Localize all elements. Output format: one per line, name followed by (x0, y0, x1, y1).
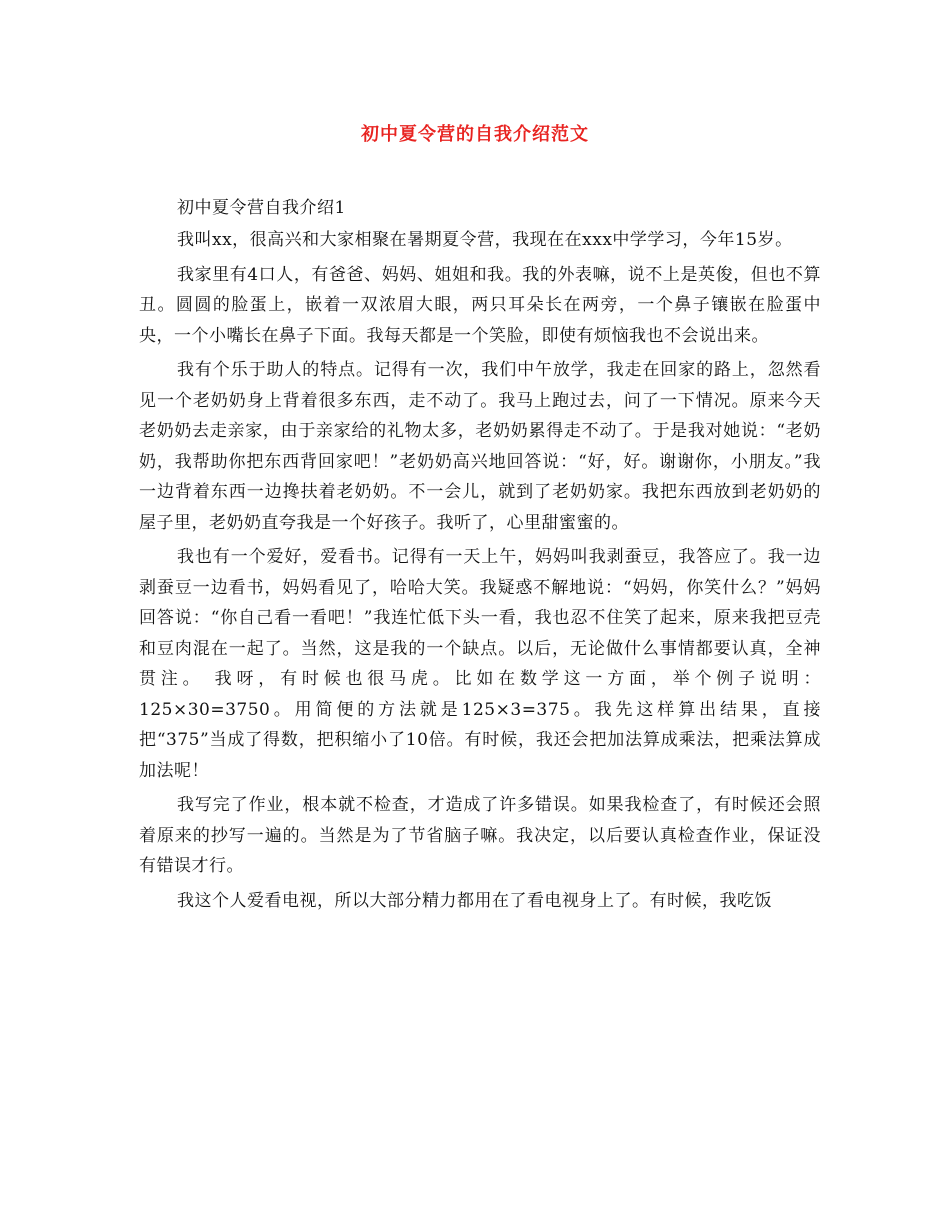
paragraph-family: 我家里有4口人，有爸爸、妈妈、姐姐和我。我的外表嘛，说不上是英俊，但也不算丑。圆圆的脸蛋上，嵌着一双浓眉大眼，两只耳朵长在两旁，一个鼻子镶嵌在脸蛋中央，一个小嘴长在鼻子下面。我每天都是一个笑脸，即使有烦恼我也不会说出来。 (139, 264, 821, 346)
paragraph-hobby: 我也有一个爱好，爱看书。记得有一天上午，妈妈叫我剥蚕豆，我答应了。我一边剥蚕豆一边看书，妈妈看见了，哈哈大笑。我疑惑不解地说：“妈妈，你笑什么？”妈妈回答说：“你自己看一看吧！”我连忙低下头一看，我也忍不住笑了起来，原来我把豆壳和豆肉混在一起了。当然，这是我的一个缺点。以后，无论做什么事情都要认真，全神贯注。 我呀，有时候也很马虎。比如在数学这一方面，举个例子说明：125×30=3750。用简便的方法就是125×3=375。我先这样算出结果，直接把“375”当成了得数，把积缩小了10倍。有时候，我还会把加法算成乘法，把乘法算成加法呢！ (139, 547, 821, 781)
document-body (139, 225, 821, 920)
document-title: 初中夏令营的自我介绍范文 (361, 124, 589, 145)
paragraph-tv: 我这个人爱看电视，所以大部分精力都用在了看电视身上了。有时候，我吃饭 (177, 890, 772, 911)
section-heading: 初中夏令营自我介绍1 (177, 198, 346, 218)
paragraph-intro: 我叫xx，很高兴和大家相聚在暑期夏令营，我现在在xxx中学学习，今年15岁。 (177, 230, 793, 250)
paragraph-homework: 我写完了作业，根本就不检查，才造成了许多错误。如果我检查了，有时候还会照着原来的抄写一遍的。当然是为了节省脑子嘛。我决定，以后要认真检查作业，保证没有错误才行。 (139, 795, 821, 876)
paragraph-helping: 我有个乐于助人的特点。记得有一次，我们中午放学，我走在回家的路上，忽然看见一个老奶奶身上背着很多东西，走不动了。我马上跑过去，问了一下情况。原来今天老奶奶去走亲家，由于亲家给的礼物太多，老奶奶累得走不动了。于是我对她说：“老奶奶，我帮助你把东西背回家吧！”老奶奶高兴地回答说：“好，好。谢谢你，小朋友。”我一边背着东西一边搀扶着老奶奶。不一会儿，就到了老奶奶家。我把东西放到老奶奶的屋子里，老奶奶直夸我是一个好孩子。我听了，心里甜蜜蜜的。 (139, 360, 821, 533)
